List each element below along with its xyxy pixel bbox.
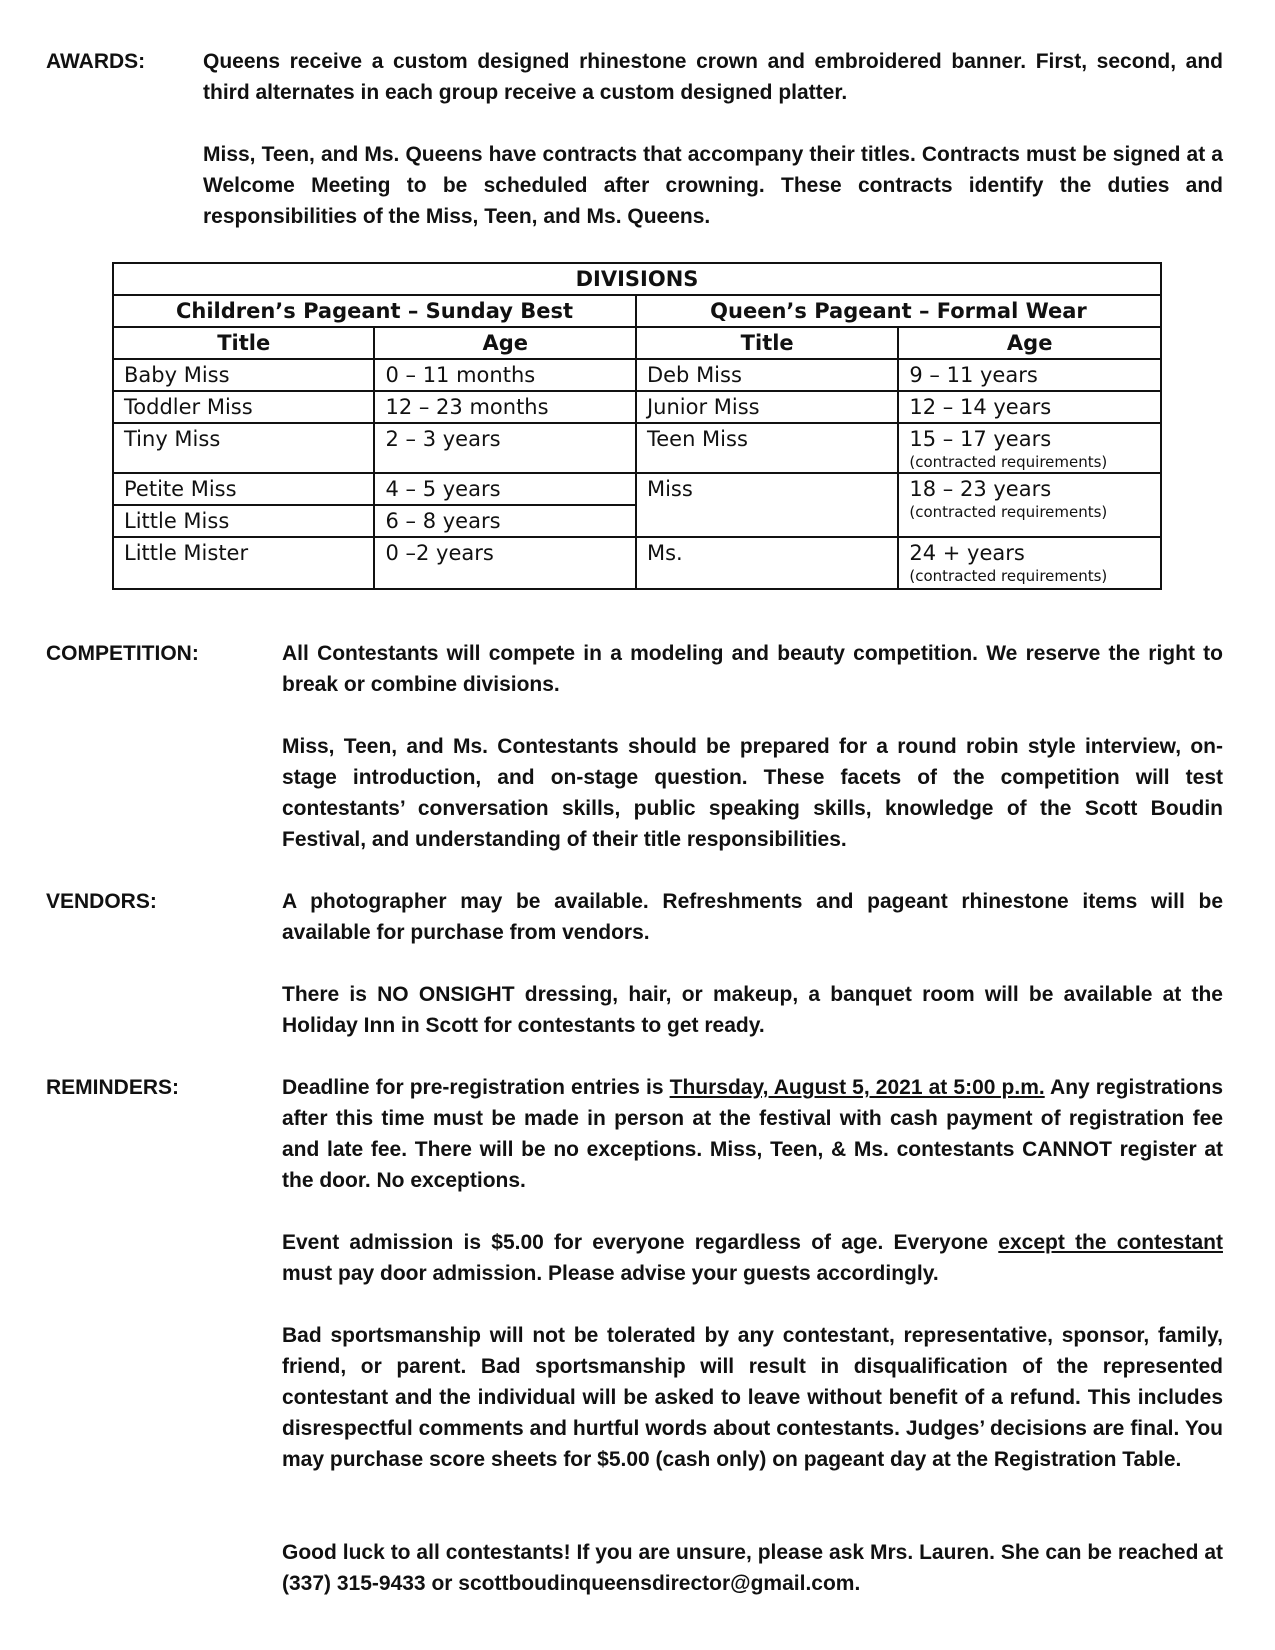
child-age-cell: 12 – 23 months [374,391,635,423]
divisions-table [112,262,1162,590]
table-row [113,423,1161,473]
deadline-date: Thursday, August 5, 2021 at 5:00 p.m. [669,1076,1045,1099]
queen-title-cell: Ms. [636,537,898,589]
awards-paragraph-1: Queens receive a custom designed rhinestone crown and embroidered banner. First, second, and third alternates in each group receive a custom designed platter. [203,50,1223,104]
awards-label: AWARDS: [46,50,146,73]
contract-note: (contracted requirements) [909,503,1108,521]
divisions-title: DIVISIONS [113,263,1161,295]
child-title-cell: Little Miss [113,505,374,537]
queen-age-cell: 9 – 11 years [898,359,1161,391]
admission-intro: Event admission is $5.00 for everyone regardless of age. Everyone [282,1231,999,1254]
contract-note: (contracted requirements) [909,567,1108,585]
queen-age-cell [898,537,1161,589]
reminders-paragraph-3: Bad sportsmanship will not be tolerated by any contestant, representative, sponsor, family, friend, or parent. Bad sportsmanship will result in disqualification of the represented contestant and the individual will be asked to leave without benefit of a refund. This includes disrespectful comments and hurtful words about contestants. Judges’ decisions are final. You may purchase score sheets for $5.00 (cash only) on pageant day at the Registration Table. [282,1324,1223,1471]
vendors-label: VENDORS: [46,890,157,913]
child-title-cell: Petite Miss [113,473,374,505]
vendors-paragraph-1: A photographer may be available. Refreshments and pageant rhinestone items will be available for purchase from vendors. [282,890,1223,944]
child-title-cell: Baby Miss [113,359,374,391]
column-header-title: Title [636,327,898,359]
reminders-paragraph-1 [282,1072,1223,1196]
competition-label: COMPETITION: [46,642,199,665]
column-header-age: Age [374,327,635,359]
queen-title-cell: Deb Miss [636,359,898,391]
children-pageant-header: Children’s Pageant – Sunday Best [113,295,636,327]
awards-paragraph-2: Miss, Teen, and Ms. Queens have contracts that accompany their titles. Contracts must be signed at a Welcome Meeting to be scheduled after crowning. These contracts identify the duties and responsibilities of the Miss, Teen, and Ms. Queens. [203,143,1223,228]
queen-title-cell: Miss [636,473,898,537]
queen-age-cell [898,423,1161,473]
column-header-age: Age [898,327,1161,359]
child-age-cell: 6 – 8 years [374,505,635,537]
queen-age-cell: 12 – 14 years [898,391,1161,423]
child-age-cell: 4 – 5 years [374,473,635,505]
deadline-intro: Deadline for pre-registration entries is [282,1076,670,1099]
child-title-cell: Little Mister [113,537,374,589]
queens-pageant-header: Queen’s Pageant – Formal Wear [636,295,1161,327]
admission-exception: except the contestant [998,1231,1223,1254]
admission-details: must pay door admission. Please advise your guests accordingly. [282,1262,939,1285]
contract-note: (contracted requirements) [909,453,1108,471]
queen-age-value: 24 + years [909,541,1025,565]
queen-age-value: 15 – 17 years [909,427,1052,451]
column-header-title: Title [113,327,374,359]
table-row [113,391,1161,423]
child-title-cell: Tiny Miss [113,423,374,473]
table-row [113,473,1161,505]
column-header-row [113,327,1161,359]
child-title-cell: Toddler Miss [113,391,374,423]
table-row [113,537,1161,589]
reminders-paragraph-2 [282,1227,1223,1289]
queen-age-cell [898,473,1161,537]
child-age-cell: 2 – 3 years [374,423,635,473]
competition-paragraph-1: All Contestants will compete in a modeling and beauty competition. We reserve the right to break or combine divisions. [282,642,1223,696]
reminders-paragraph-4: Good luck to all contestants! If you are unsure, please ask Mrs. Lauren. She can be reached at (337) 315-9433 or scottboudinqueensdirector@gmail.com. [282,1541,1223,1595]
competition-paragraph-2: Miss, Teen, and Ms. Contestants should be prepared for a round robin style interview, on-stage introduction, and on-stage question. These facets of the competition will test contestants’ conversation skills, public speaking skills, knowledge of the Scott Boudin Festival, and understanding of their title responsibilities. [282,735,1223,851]
table-row [113,359,1161,391]
child-age-cell: 0 –2 years [374,537,635,589]
queen-title-cell: Teen Miss [636,423,898,473]
queen-age-value: 18 – 23 years [909,477,1052,501]
vendors-paragraph-2: There is NO ONSIGHT dressing, hair, or makeup, a banquet room will be available at the Holiday Inn in Scott for contestants to get ready. [282,983,1223,1037]
deadline-details: Any registrations after this time must be made in person at the festival with cash payment of registration fee and late fee. There will be no exceptions. Miss, Teen, & Ms. contestants CANNOT register at the door. No exceptions. [282,1076,1224,1192]
queen-title-cell: Junior Miss [636,391,898,423]
child-age-cell: 0 – 11 months [374,359,635,391]
reminders-label: REMINDERS: [46,1076,180,1099]
